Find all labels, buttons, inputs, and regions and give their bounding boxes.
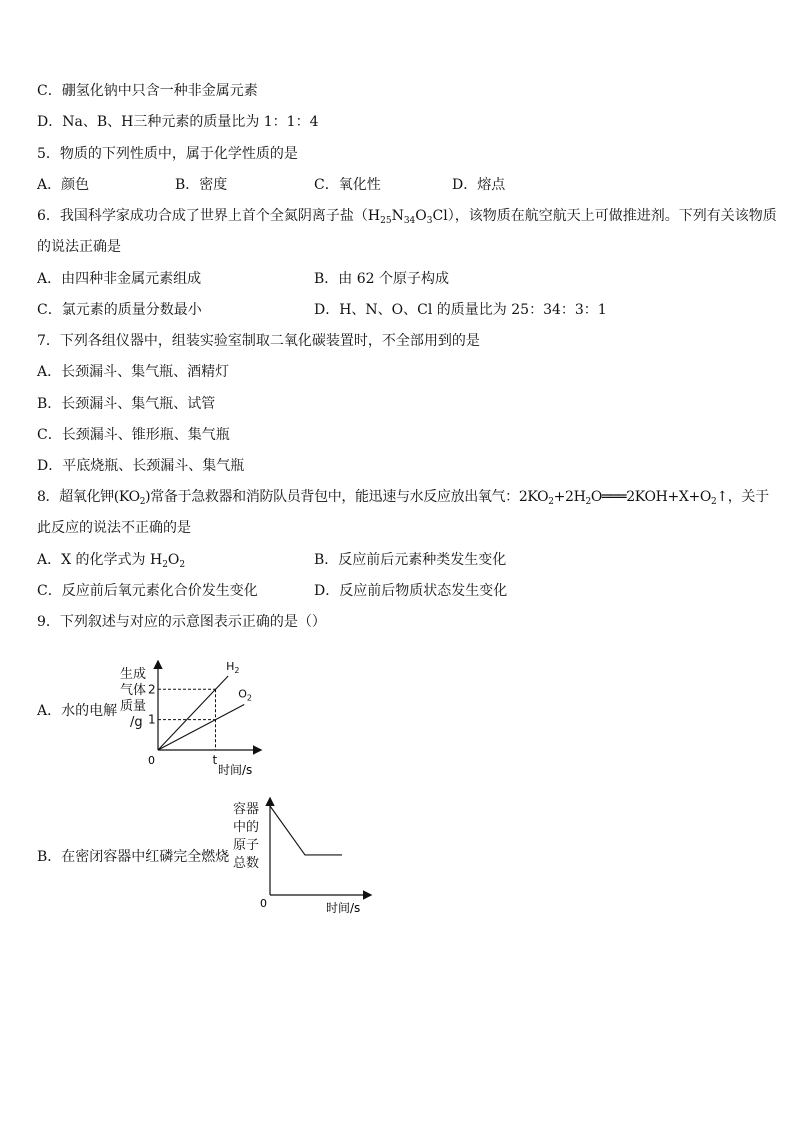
x-axis-label: 时间/s xyxy=(218,763,253,775)
q7-option-a: A．长颈漏斗、集气瓶、酒精灯 xyxy=(37,364,230,380)
y-label-line-1: 容器 xyxy=(233,802,260,817)
question-6-line2: 的说法正确是 xyxy=(37,239,121,255)
question-5: 5．物质的下列性质中，属于化学性质的是 xyxy=(37,146,298,162)
question-8: 8．超氧化钾$(KO_2)$常备于急救器和消防队员背包中，能迅速与水反应放出氧气：$2KO_2+2H_2O═══2KOH+X+O_2↑$，关于 xyxy=(37,489,769,507)
q5-option-b: B．密度 xyxy=(175,177,228,193)
option-c-prev: C．硼氢化钠中只含一种非金属元素 xyxy=(37,83,258,99)
q9-option-b-label: B．在密闭容器中红磷完全燃烧 xyxy=(37,849,230,865)
question-6: 6．我国科学家成功合成了世界上首个全氮阴离子盐$(H_{25}N_{34}O_3Cl)$，该物质在航空航天上可做推进剂。下列有关该物质 xyxy=(37,208,777,226)
q7-option-d: D．平底烧瓶、长颈漏斗、集气瓶 xyxy=(37,458,245,474)
q9-option-a-label: A．水的电解 xyxy=(37,703,118,719)
y-label-line-3: 原子 xyxy=(233,838,260,853)
q6-option-c: C．氯元素的质量分数最小 xyxy=(37,302,202,318)
y-label-line-2: 中的 xyxy=(233,820,260,835)
origin-label: 0 xyxy=(148,754,155,767)
series-label-o2-sub: 2 xyxy=(246,693,253,703)
q8-option-a: A．X 的化学式为 $H_2O_2$ xyxy=(37,552,186,570)
q7-option-b: B．长颈漏斗、集气瓶、试管 xyxy=(37,396,216,412)
q5-option-c: C．氧化性 xyxy=(314,177,381,193)
q8-option-d: D．反应前后物质状态发生变化 xyxy=(314,583,508,599)
option-d-prev: D．Na、B、H三种元素的质量比为 1：1：4 xyxy=(37,114,319,130)
q6-option-d: D．H、N、O、Cl 的质量比为 25：34：3：1 xyxy=(314,302,607,318)
series-label-o2: $O_2$ xyxy=(238,687,253,703)
y-label-line-4: 总数 xyxy=(233,856,260,871)
origin-label: 0 xyxy=(260,897,267,910)
chart-phosphorus-combustion xyxy=(230,795,380,920)
x-axis-label: 时间/s xyxy=(326,901,361,915)
q5-option-d: D．熔点 xyxy=(452,177,506,193)
series-line-h2 xyxy=(158,676,228,750)
y-label-line-2: 气体 xyxy=(120,683,147,698)
series-label-h2-sub: 2 xyxy=(234,665,240,675)
q7-option-c: C．长颈漏斗、锥形瓶、集气瓶 xyxy=(37,427,230,443)
x-tick-label-t: t xyxy=(212,753,218,767)
q6-option-a: A．由四种非金属元素组成 xyxy=(37,271,202,287)
y-label-line-3: 质量 xyxy=(120,699,147,714)
q8-option-b: B．反应前后元素种类发生变化 xyxy=(314,552,507,568)
series-line-atom-total xyxy=(270,806,342,855)
y-tick-label-2: 2 xyxy=(148,682,156,697)
y-label-line-1: 生成 xyxy=(120,667,147,682)
series-line-o2 xyxy=(158,704,244,750)
q6-option-b: B．由 62 个原子构成 xyxy=(314,271,450,287)
question-9: 9．下列叙述与对应的示意图表示正确的是（） xyxy=(37,614,326,630)
series-label-h2: $H_2$ xyxy=(226,660,240,675)
y-tick-label-1: 1 xyxy=(148,712,156,727)
question-7: 7．下列各组仪器中，组装实验室制取二氧化碳装置时，不全部用到的是 xyxy=(37,333,480,349)
question-8-line2: 此反应的说法不正确的是 xyxy=(37,520,191,536)
chart-water-electrolysis xyxy=(110,660,270,775)
y-label-line-4: /g xyxy=(130,715,143,730)
q5-option-a: A．颜色 xyxy=(37,177,90,193)
q8-option-c: C．反应前后氧元素化合价发生变化 xyxy=(37,583,258,599)
